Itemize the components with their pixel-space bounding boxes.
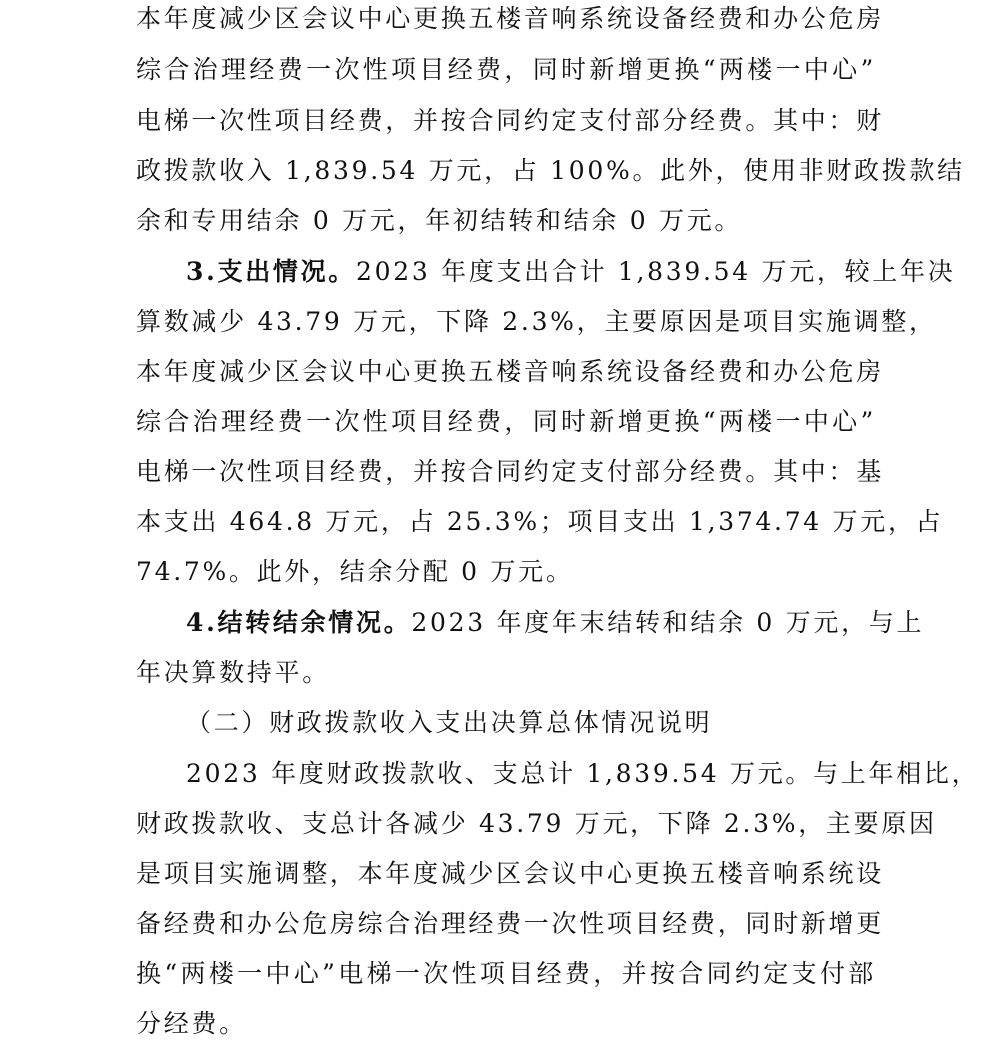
paragraph-line: 余和专用结余 0 万元，年初结转和结余 0 万元。 [136,206,743,235]
paragraph-title: 4.结转结余情况。 [186,608,412,637]
paragraph-line: 备经费和办公危房综合治理经费一次性项目经费，同时新增更 [136,909,884,938]
paragraph-line: 财政拨款收、支总计各减少 43.79 万元，下降 2.3%，主要原因 [136,809,937,838]
paragraph-title: 3.支出情况。 [186,257,356,286]
paragraph-line: 电梯一次性项目经费，并按合同约定支付部分经费。其中：基 [136,457,884,486]
paragraph-first-line [186,247,956,297]
paragraph-line: 换“两楼一中心”电梯一次性项目经费，并按合同约定支付部 [136,959,876,988]
paragraph-line: 综合治理经费一次性项目经费，同时新增更换“两楼一中心” [136,407,876,436]
paragraph-line: 本支出 464.8 万元，占 25.3%；项目支出 1,374.74 万元，占 [136,507,944,536]
section-heading: （二）财政拨款收入支出决算总体情况说明 [186,708,713,737]
paragraph-line: 是项目实施调整，本年度减少区会议中心更换五楼音响系统设 [136,859,884,888]
paragraph-line: 电梯一次性项目经费，并按合同约定支付部分经费。其中：财 [136,106,884,135]
paragraph-line: 政拨款收入 1,839.54 万元，占 100%。此外，使用非财政拨款结 [136,156,965,185]
paragraph-line: 综合治理经费一次性项目经费，同时新增更换“两楼一中心” [136,55,876,84]
paragraph-first-line [186,598,925,648]
paragraph-text: 2023 年度年末结转和结余 0 万元，与上 [411,608,925,637]
paragraph-line: 算数减少 43.79 万元，下降 2.3%，主要原因是项目实施调整， [136,307,937,336]
paragraph-line: 74.7%。此外，结余分配 0 万元。 [136,557,574,586]
paragraph-line: 分经费。 [136,1009,247,1038]
paragraph-line: 本年度减少区会议中心更换五楼音响系统设备经费和办公危房 [136,4,884,33]
paragraph-text: 2023 年度支出合计 1,839.54 万元，较上年决 [356,257,956,286]
paragraph-line: 年决算数持平。 [136,658,330,687]
paragraph-line: 本年度减少区会议中心更换五楼音响系统设备经费和办公危房 [136,357,884,386]
paragraph-first-line: 2023 年度财政拨款收、支总计 1,839.54 万元。与上年相比， [186,759,980,788]
